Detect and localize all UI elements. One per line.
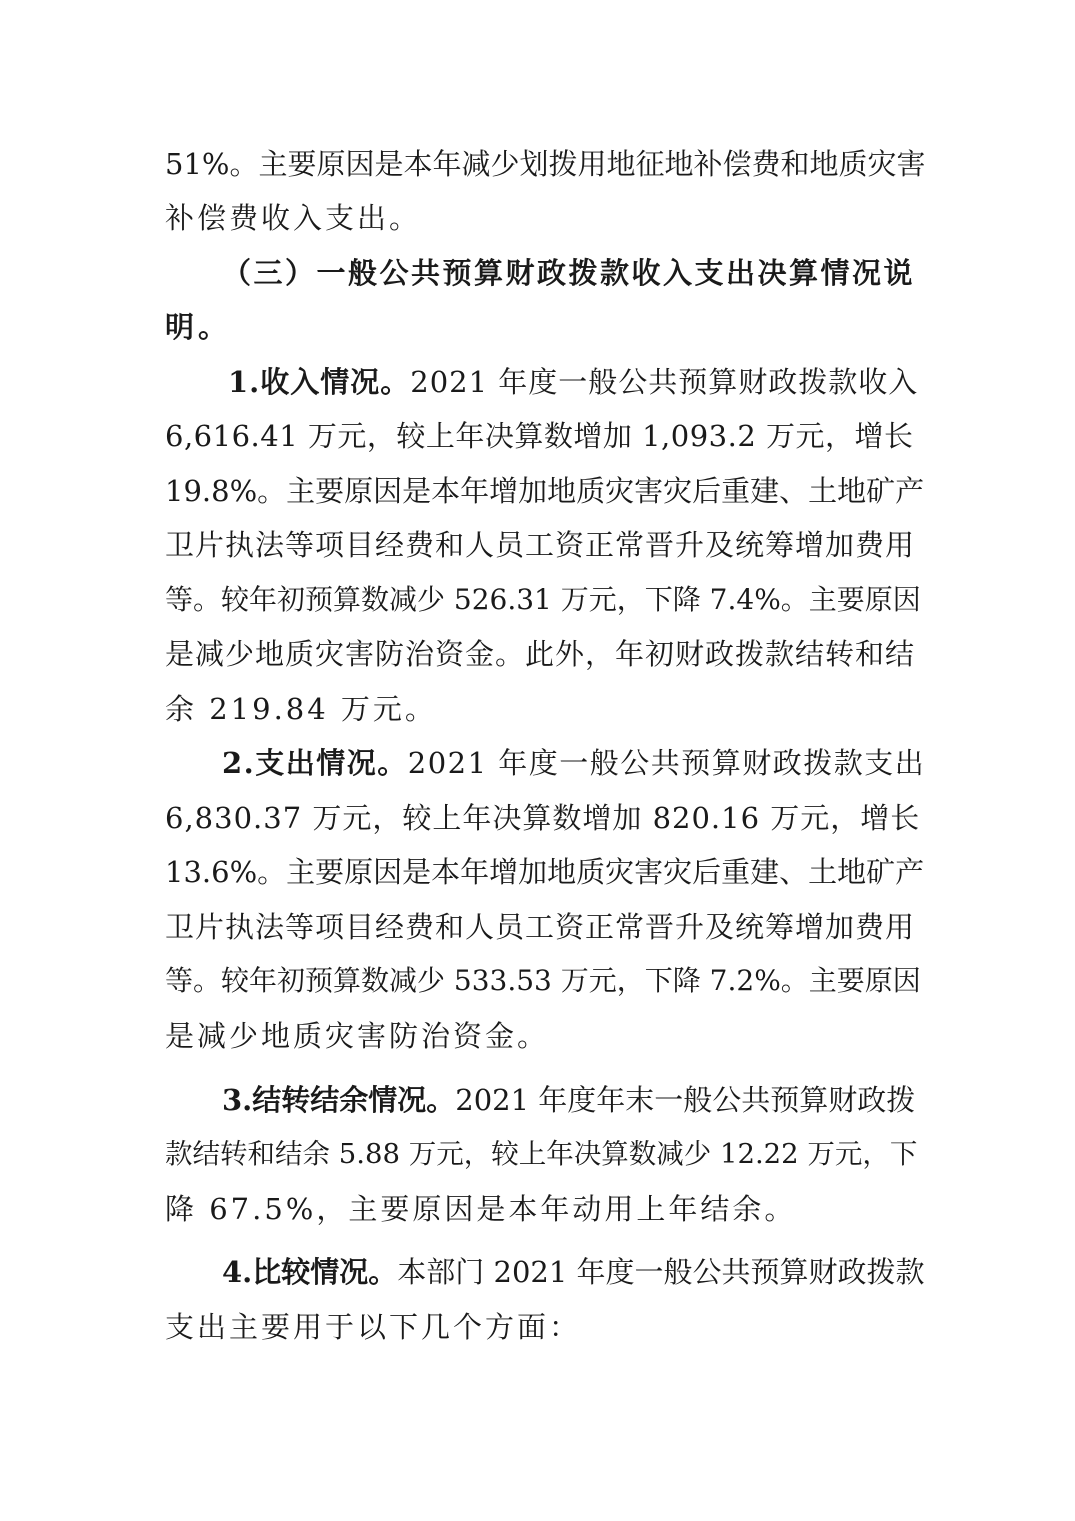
- expenditure-line-4: 卫片执法等项目经费和人员工资正常晋升及统筹增加费用: [165, 910, 916, 944]
- income-line-3: 19.8%。主要原因是本年增加地质灾害灾后重建、土地矿产: [165, 474, 925, 508]
- comparison-label: 4.比较情况。: [222, 1255, 398, 1289]
- expenditure-line-3: 13.6%。主要原因是本年增加地质灾害灾后重建、土地矿产: [165, 855, 925, 889]
- comparison-paragraph-line-1: [222, 1252, 925, 1292]
- income-text-1: 2021 年度一般公共预算财政拨款收入: [410, 365, 919, 399]
- expenditure-line-6: 是减少地质灾害防治资金。: [165, 1019, 550, 1053]
- expenditure-paragraph-line-1: [222, 743, 925, 783]
- carryover-line-2: 补偿费收入支出。: [165, 201, 422, 235]
- income-line-2: 6,616.41 万元，较上年决算数增加 1,093.2 万元，增长: [165, 419, 914, 453]
- section-heading-line-2: 明。: [165, 310, 232, 344]
- income-line-7: 余 219.84 万元。: [165, 692, 437, 726]
- comparison-line-2: 支出主要用于以下几个方面：: [165, 1310, 582, 1344]
- section-heading-line-1: （三）一般公共预算财政拨款收入支出决算情况说: [222, 256, 916, 290]
- carryforward-label: 3.结转结余情况。: [222, 1083, 456, 1117]
- carryforward-text-1: 2021 年度年末一般公共预算财政拨: [455, 1083, 916, 1117]
- income-label: 1.收入情况。: [228, 365, 411, 399]
- expenditure-text-1: 2021 年度一般公共预算财政拨款支出: [407, 746, 926, 780]
- expenditure-line-5: 等。较年初预算数减少 533.53 万元，下降 7.2%。主要原因: [165, 964, 921, 997]
- income-line-4: 卫片执法等项目经费和人员工资正常晋升及统筹增加费用: [165, 528, 916, 562]
- income-line-5: 等。较年初预算数减少 526.31 万元，下降 7.4%。主要原因: [165, 583, 921, 616]
- comparison-text-1: 本部门 2021 年度一般公共预算财政拨款: [397, 1255, 925, 1289]
- carryover-line-1: 51%。主要原因是本年减少划拨用地征地补偿费和地质灾害: [165, 147, 926, 181]
- expenditure-label: 2.支出情况。: [222, 746, 408, 780]
- expenditure-line-2: 6,830.37 万元，较上年决算数增加 820.16 万元，增长: [165, 801, 921, 835]
- carryforward-line-3: 降 67.5%，主要原因是本年动用上年结余。: [165, 1192, 797, 1226]
- income-line-6: 是减少地质灾害防治资金。此外，年初财政拨款结转和结: [165, 637, 916, 671]
- income-paragraph-line-1: [228, 362, 918, 402]
- carryforward-paragraph-line-1: [222, 1080, 915, 1120]
- carryforward-line-2: 款结转和结余 5.88 万元，较上年决算数减少 12.22 万元，下: [165, 1138, 918, 1170]
